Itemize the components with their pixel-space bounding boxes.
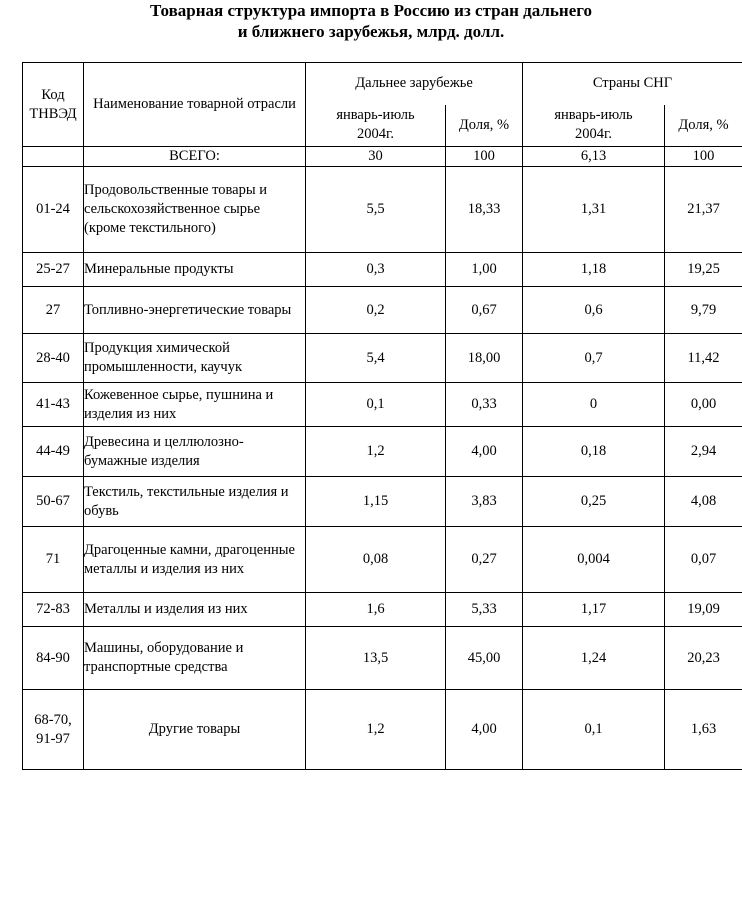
row-far-share: 4,00 xyxy=(446,427,523,477)
row-name: Текстиль, текстильные изделия и обувь xyxy=(84,477,306,527)
table-row xyxy=(23,287,742,334)
row-cis-value: 1,17 xyxy=(523,593,665,627)
row-name: Минеральные продукты xyxy=(84,253,306,287)
row-code: 25-27 xyxy=(23,253,84,287)
title-line-2: и ближнего зарубежья, млрд. долл. xyxy=(237,22,505,41)
row-cis-value: 0,004 xyxy=(523,527,665,593)
table-row xyxy=(23,690,742,770)
header-cis-period xyxy=(523,105,665,147)
header-far-share-text: Доля, % xyxy=(458,116,510,133)
row-name: Машины, оборудование и транспортные средства xyxy=(84,627,306,690)
row-code: 68-70, 91-97 xyxy=(23,690,84,770)
total-far-share: 100 xyxy=(446,147,523,167)
row-cis-value: 0,7 xyxy=(523,334,665,383)
row-code: 71 xyxy=(23,527,84,593)
row-far-share: 45,00 xyxy=(446,627,523,690)
table-row xyxy=(23,167,742,253)
header-cis-period-text: январь-июль 2004г. xyxy=(554,107,633,143)
row-cis-value: 1,31 xyxy=(523,167,665,253)
row-far-share: 5,33 xyxy=(446,593,523,627)
row-far-share: 0,67 xyxy=(446,287,523,334)
row-code: 01-24 xyxy=(23,167,84,253)
row-far-value: 1,2 xyxy=(306,427,446,477)
table-row xyxy=(23,593,742,627)
row-cis-share: 2,94 xyxy=(665,427,742,477)
row-cis-value: 0,18 xyxy=(523,427,665,477)
header-code xyxy=(23,63,84,147)
header-far-abroad xyxy=(306,63,523,105)
row-code: 84-90 xyxy=(23,627,84,690)
row-cis-share: 20,23 xyxy=(665,627,742,690)
row-far-value: 0,2 xyxy=(306,287,446,334)
table-row-total xyxy=(23,147,742,167)
row-far-value: 13,5 xyxy=(306,627,446,690)
title-line-1: Товарная структура импорта в Россию из стран дальнего xyxy=(149,1,593,20)
row-far-share: 0,33 xyxy=(446,383,523,427)
header-cis-share xyxy=(665,105,742,147)
row-far-value: 1,6 xyxy=(306,593,446,627)
document-title xyxy=(0,0,742,42)
row-cis-value: 1,18 xyxy=(523,253,665,287)
row-cis-value: 1,24 xyxy=(523,627,665,690)
table-row xyxy=(23,253,742,287)
row-cis-share: 0,00 xyxy=(665,383,742,427)
row-far-value: 0,1 xyxy=(306,383,446,427)
row-code: 72-83 xyxy=(23,593,84,627)
table-row xyxy=(23,477,742,527)
header-cis xyxy=(523,63,742,105)
row-far-value: 1,15 xyxy=(306,477,446,527)
row-code: 50-67 xyxy=(23,477,84,527)
row-name: Продовольственные товары и сельскохозяйственное сырье (кроме текстильного) xyxy=(84,167,306,253)
row-far-value: 0,08 xyxy=(306,527,446,593)
row-far-share: 18,00 xyxy=(446,334,523,383)
row-far-value: 5,5 xyxy=(306,167,446,253)
row-cis-value: 0 xyxy=(523,383,665,427)
row-name: Продукция химической промышленности, каучук xyxy=(84,334,306,383)
header-far-abroad-text: Дальнее зарубежье xyxy=(355,75,473,92)
row-code: 41-43 xyxy=(23,383,84,427)
row-cis-share: 19,25 xyxy=(665,253,742,287)
table-row xyxy=(23,527,742,593)
row-cis-share: 4,08 xyxy=(665,477,742,527)
row-code: 44-49 xyxy=(23,427,84,477)
row-name: Топливно-энергетические товары xyxy=(84,287,306,334)
row-name: Древесина и целлюлозно-бумажные изделия xyxy=(84,427,306,477)
row-far-share: 4,00 xyxy=(446,690,523,770)
header-far-period-text: январь-июль 2004г. xyxy=(336,107,415,143)
total-label: ВСЕГО: xyxy=(84,147,306,167)
row-cis-value: 0,1 xyxy=(523,690,665,770)
header-far-period xyxy=(306,105,446,147)
header-cis-text: Страны СНГ xyxy=(592,75,673,92)
row-far-share: 1,00 xyxy=(446,253,523,287)
header-far-share xyxy=(446,105,523,147)
row-code: 28-40 xyxy=(23,334,84,383)
total-far-value: 30 xyxy=(306,147,446,167)
header-name xyxy=(84,63,306,147)
total-cis-value: 6,13 xyxy=(523,147,665,167)
row-cis-value: 0,25 xyxy=(523,477,665,527)
header-code-text: Код ТНВЭД xyxy=(29,86,77,122)
import-structure-table xyxy=(22,62,742,770)
row-cis-share: 1,63 xyxy=(665,690,742,770)
row-cis-share: 19,09 xyxy=(665,593,742,627)
row-name: Кожевенное сырье, пушнина и изделия из них xyxy=(84,383,306,427)
row-cis-share: 11,42 xyxy=(665,334,742,383)
row-cis-share: 21,37 xyxy=(665,167,742,253)
table-row xyxy=(23,383,742,427)
row-far-value: 5,4 xyxy=(306,334,446,383)
total-code-cell xyxy=(23,147,84,167)
row-far-value: 0,3 xyxy=(306,253,446,287)
table-row xyxy=(23,427,742,477)
row-name: Металлы и изделия из них xyxy=(84,593,306,627)
header-name-text: Наименование товарной отрасли xyxy=(93,96,296,112)
row-far-value: 1,2 xyxy=(306,690,446,770)
row-far-share: 18,33 xyxy=(446,167,523,253)
total-cis-share: 100 xyxy=(665,147,742,167)
row-code: 27 xyxy=(23,287,84,334)
table-row xyxy=(23,627,742,690)
row-cis-share: 0,07 xyxy=(665,527,742,593)
row-far-share: 3,83 xyxy=(446,477,523,527)
row-far-share: 0,27 xyxy=(446,527,523,593)
row-cis-value: 0,6 xyxy=(523,287,665,334)
header-cis-share-text: Доля, % xyxy=(678,116,729,133)
row-name: Драгоценные камни, драгоценные металлы и изделия из них xyxy=(84,527,306,593)
table-row xyxy=(23,334,742,383)
row-cis-share: 9,79 xyxy=(665,287,742,334)
row-name: Другие товары xyxy=(84,690,306,770)
